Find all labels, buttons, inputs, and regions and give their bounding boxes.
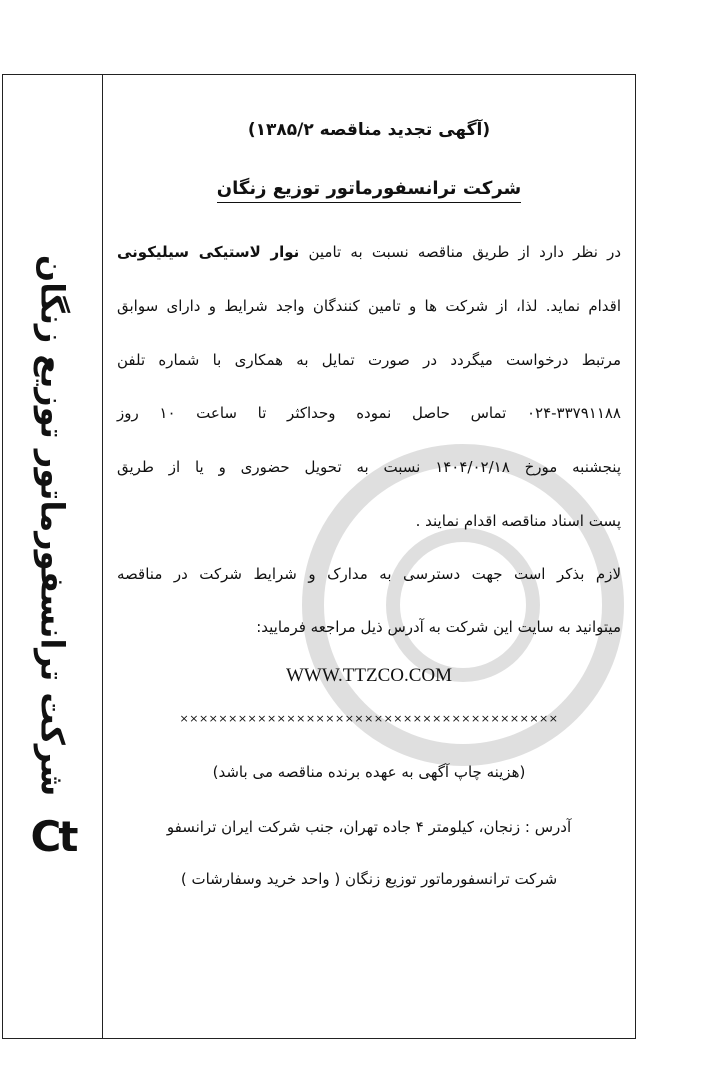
body-line-7: لازم بذکر است جهت دسترسی به مدارک و شرایط شرکت در مناقصه <box>117 565 621 583</box>
body-line-6: پست اسناد مناقصه اقدام نمایند . <box>415 512 621 530</box>
side-banner <box>3 75 103 1038</box>
side-company-name: شرکت ترانسفورماتور توزیع زنگان <box>33 254 72 796</box>
body-line-5: پنجشنبه مورخ ۱۴۰۴/۰۲/۱۸ نسبت به تحویل حضوری و یا از طریق <box>117 458 621 476</box>
address-line-1: آدرس : زنجان، کیلومتر ۴ جاده تهران، جنب شرکت ایران ترانسفو <box>166 818 572 836</box>
notice-company-text: شرکت ترانسفورماتور توزیع زنگان <box>217 178 522 203</box>
body-line-8: میتوانید به سایت این شرکت به آدرس ذیل مراجعه فرمایید: <box>256 618 621 636</box>
side-banner-inner <box>28 254 77 861</box>
watermark-graphic <box>283 425 643 785</box>
notice-company <box>117 178 621 199</box>
company-website-link[interactable]: WWW.TTZCO.COM <box>285 665 453 686</box>
body-line-4: ۰۲۴-۳۳۷۹۱۱۸۸ تماس حاصل نموده وحداکثر تا ساعت ۱۰ روز <box>117 404 621 422</box>
company-logo: Ct <box>30 811 75 861</box>
notice-frame <box>2 74 636 1039</box>
notice-title: (آگهی تجدید مناقصه ۱۳۸۵/۲) <box>247 120 491 140</box>
address-line-2: شرکت ترانسفورماتور توزیع زنگان ( واحد خرید وسفارشات ) <box>180 870 558 888</box>
product-name: نوار لاستیکی سیلیکونی <box>117 243 300 261</box>
separator: ××××××××××××××××××××××××××××××××××××××× <box>179 712 559 725</box>
body-line-3: مرتبط درخواست میگردد در صورت تمایل به همکاری با شماره تلفن <box>117 351 621 369</box>
body-line-1-text: در نظر دارد از طریق مناقصه نسبت به تامین <box>299 243 621 261</box>
body-line-1 <box>117 243 621 261</box>
body-line-2: اقدام نماید. لذا، از شرکت ها و تامین کنندگان واجد شرایط و دارای سوابق <box>117 297 621 315</box>
notice-content <box>103 75 635 1038</box>
cost-note: (هزینه چاپ آگهی به عهده برنده مناقصه می باشد) <box>212 763 526 781</box>
